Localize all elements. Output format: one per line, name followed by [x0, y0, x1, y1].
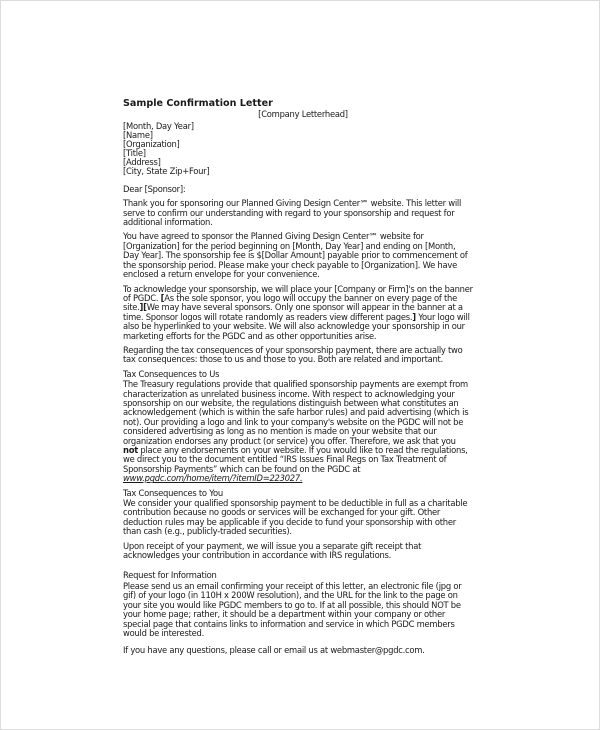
- ack-text-sole-sponsor: As the sole sponsor, you logo will occupy the banner on every page of the site.: [123, 292, 458, 313]
- salutation: Dear [Sponsor]:: [123, 183, 186, 194]
- heading-request-info: Request for Information: [123, 570, 217, 581]
- ack-text-several-sponsors: We may have several sponsors. Only one sponsor will appear in the banner at a time. Sponsor logos will rotate randomly as readers view different pages.: [123, 302, 463, 322]
- paragraph-tax-intro: Regarding the tax consequences of your sponsorship payment, there are actually two tax consequences: those to us and those to you. Both are related and important.: [123, 344, 463, 365]
- bracket-close: ]: [412, 311, 416, 322]
- paragraph-tax-to-you: We consider your qualified sponsorship payment to be deductible in full as a charitable contribution because no goods or services will be exchanged for your gift. Other deduction rules may be applicable if you decide to fund your sponsorship with other than cash (e.g., publicly-traded securities).: [123, 498, 468, 537]
- bracket-middle: ][: [139, 302, 147, 313]
- heading-tax-to-us: Tax Consequences to Us: [123, 368, 220, 379]
- document-title: Sample Confirmation Letter: [123, 98, 273, 109]
- paragraph-acknowledgement: [123, 285, 473, 341]
- paragraph-agreement: You have agreed to sponsor the Planned Giving Design Center℠ website for [Organization] for the period beginning on [Month, Day Year] and ending on [Month, Day Year]. The sponsorship fee is $[Dollar Amount] payable prior to commencement of the sponsorship period. Please make your check payable to [Organization]. We have enclosed a return envelope for your convenience.: [123, 231, 468, 280]
- paragraph-tax-to-us: [123, 380, 473, 483]
- regulations-link-end[interactable]: 7.: [294, 473, 303, 484]
- address-date: [Month, Day Year]: [123, 121, 194, 132]
- address-organization: [Organization]: [123, 139, 180, 150]
- ack-text-g: Your logo will also be hyperlinked to your website. We will also acknowledge your sponsorship in our marketing efforts for the PGDC and as other opportunities arise.: [123, 311, 470, 341]
- address-name: [Name]: [123, 130, 153, 141]
- paragraph-request-info: Please send us an email confirming your receipt of this letter, an electronic file (jpg or gif) of your logo (in 110H x 200W resolution), and the URL for the link to the page on your site you would like PGDC members to go to. If at all possible, this should NOT be your home page; rather, it should be a department within your company or other special page that contains links to information and service in which PGDC members would be interested.: [123, 580, 462, 638]
- paragraph-closing: If you have any questions, please call or email us at webmaster@pgdc.com.: [123, 645, 425, 656]
- paragraph-gift-receipt: Upon receipt of your payment, we will issue you a separate gift receipt that acknowledges your contribution in accordance with IRS regulations.: [123, 540, 422, 561]
- address-city-state-zip: [City, State Zip+Four]: [123, 165, 210, 176]
- company-letterhead: [Company Letterhead]: [258, 109, 348, 119]
- letter-body: [123, 98, 473, 661]
- address-street: [Address]: [123, 157, 161, 168]
- ack-text-a: To acknowledge your sponsorship, we will place your [Company or Firm]'s on the banner of PGDC.: [123, 283, 473, 303]
- address-title: [Title]: [123, 148, 146, 159]
- tax-us-text-a: The Treasury regulations provide that qualified sponsorship payments are exempt from characterization as unrelated business income. With respect to acknowledging your sponsorship on our website, the regulations distinguish between what constitutes an acknowledgement (which is within the safe harbor rules) and paid advertising (which is not). Our providing a logo and link to your company's website on the PGDC will not be considered advertising as long as no mention is made on your website that our organization endorses any product (or service) you offer. Therefore, we ask that you: [123, 379, 469, 446]
- bracket-open: [: [160, 292, 165, 303]
- heading-tax-to-you: Tax Consequences to You: [123, 487, 223, 498]
- paragraph-thanks: Thank you for sponsoring our Planned Giving Design Center℠ website. This letter will serve to confirm our understanding with regard to your sponsorship and request for additional information.: [123, 198, 462, 228]
- tax-us-emphasis: not: [123, 445, 138, 455]
- tax-us-text-b: place any endorsements on your website. If you would like to read the regulations, we direct you to the document entitled “IRS Issues Final Regs on Tax Treatment of Sponsorship Payments” which can be found on the PGDC at: [123, 445, 468, 474]
- address-block: [123, 122, 473, 175]
- regulations-link[interactable]: www.pgdc.com/home/item/?itemID=22302: [123, 473, 295, 484]
